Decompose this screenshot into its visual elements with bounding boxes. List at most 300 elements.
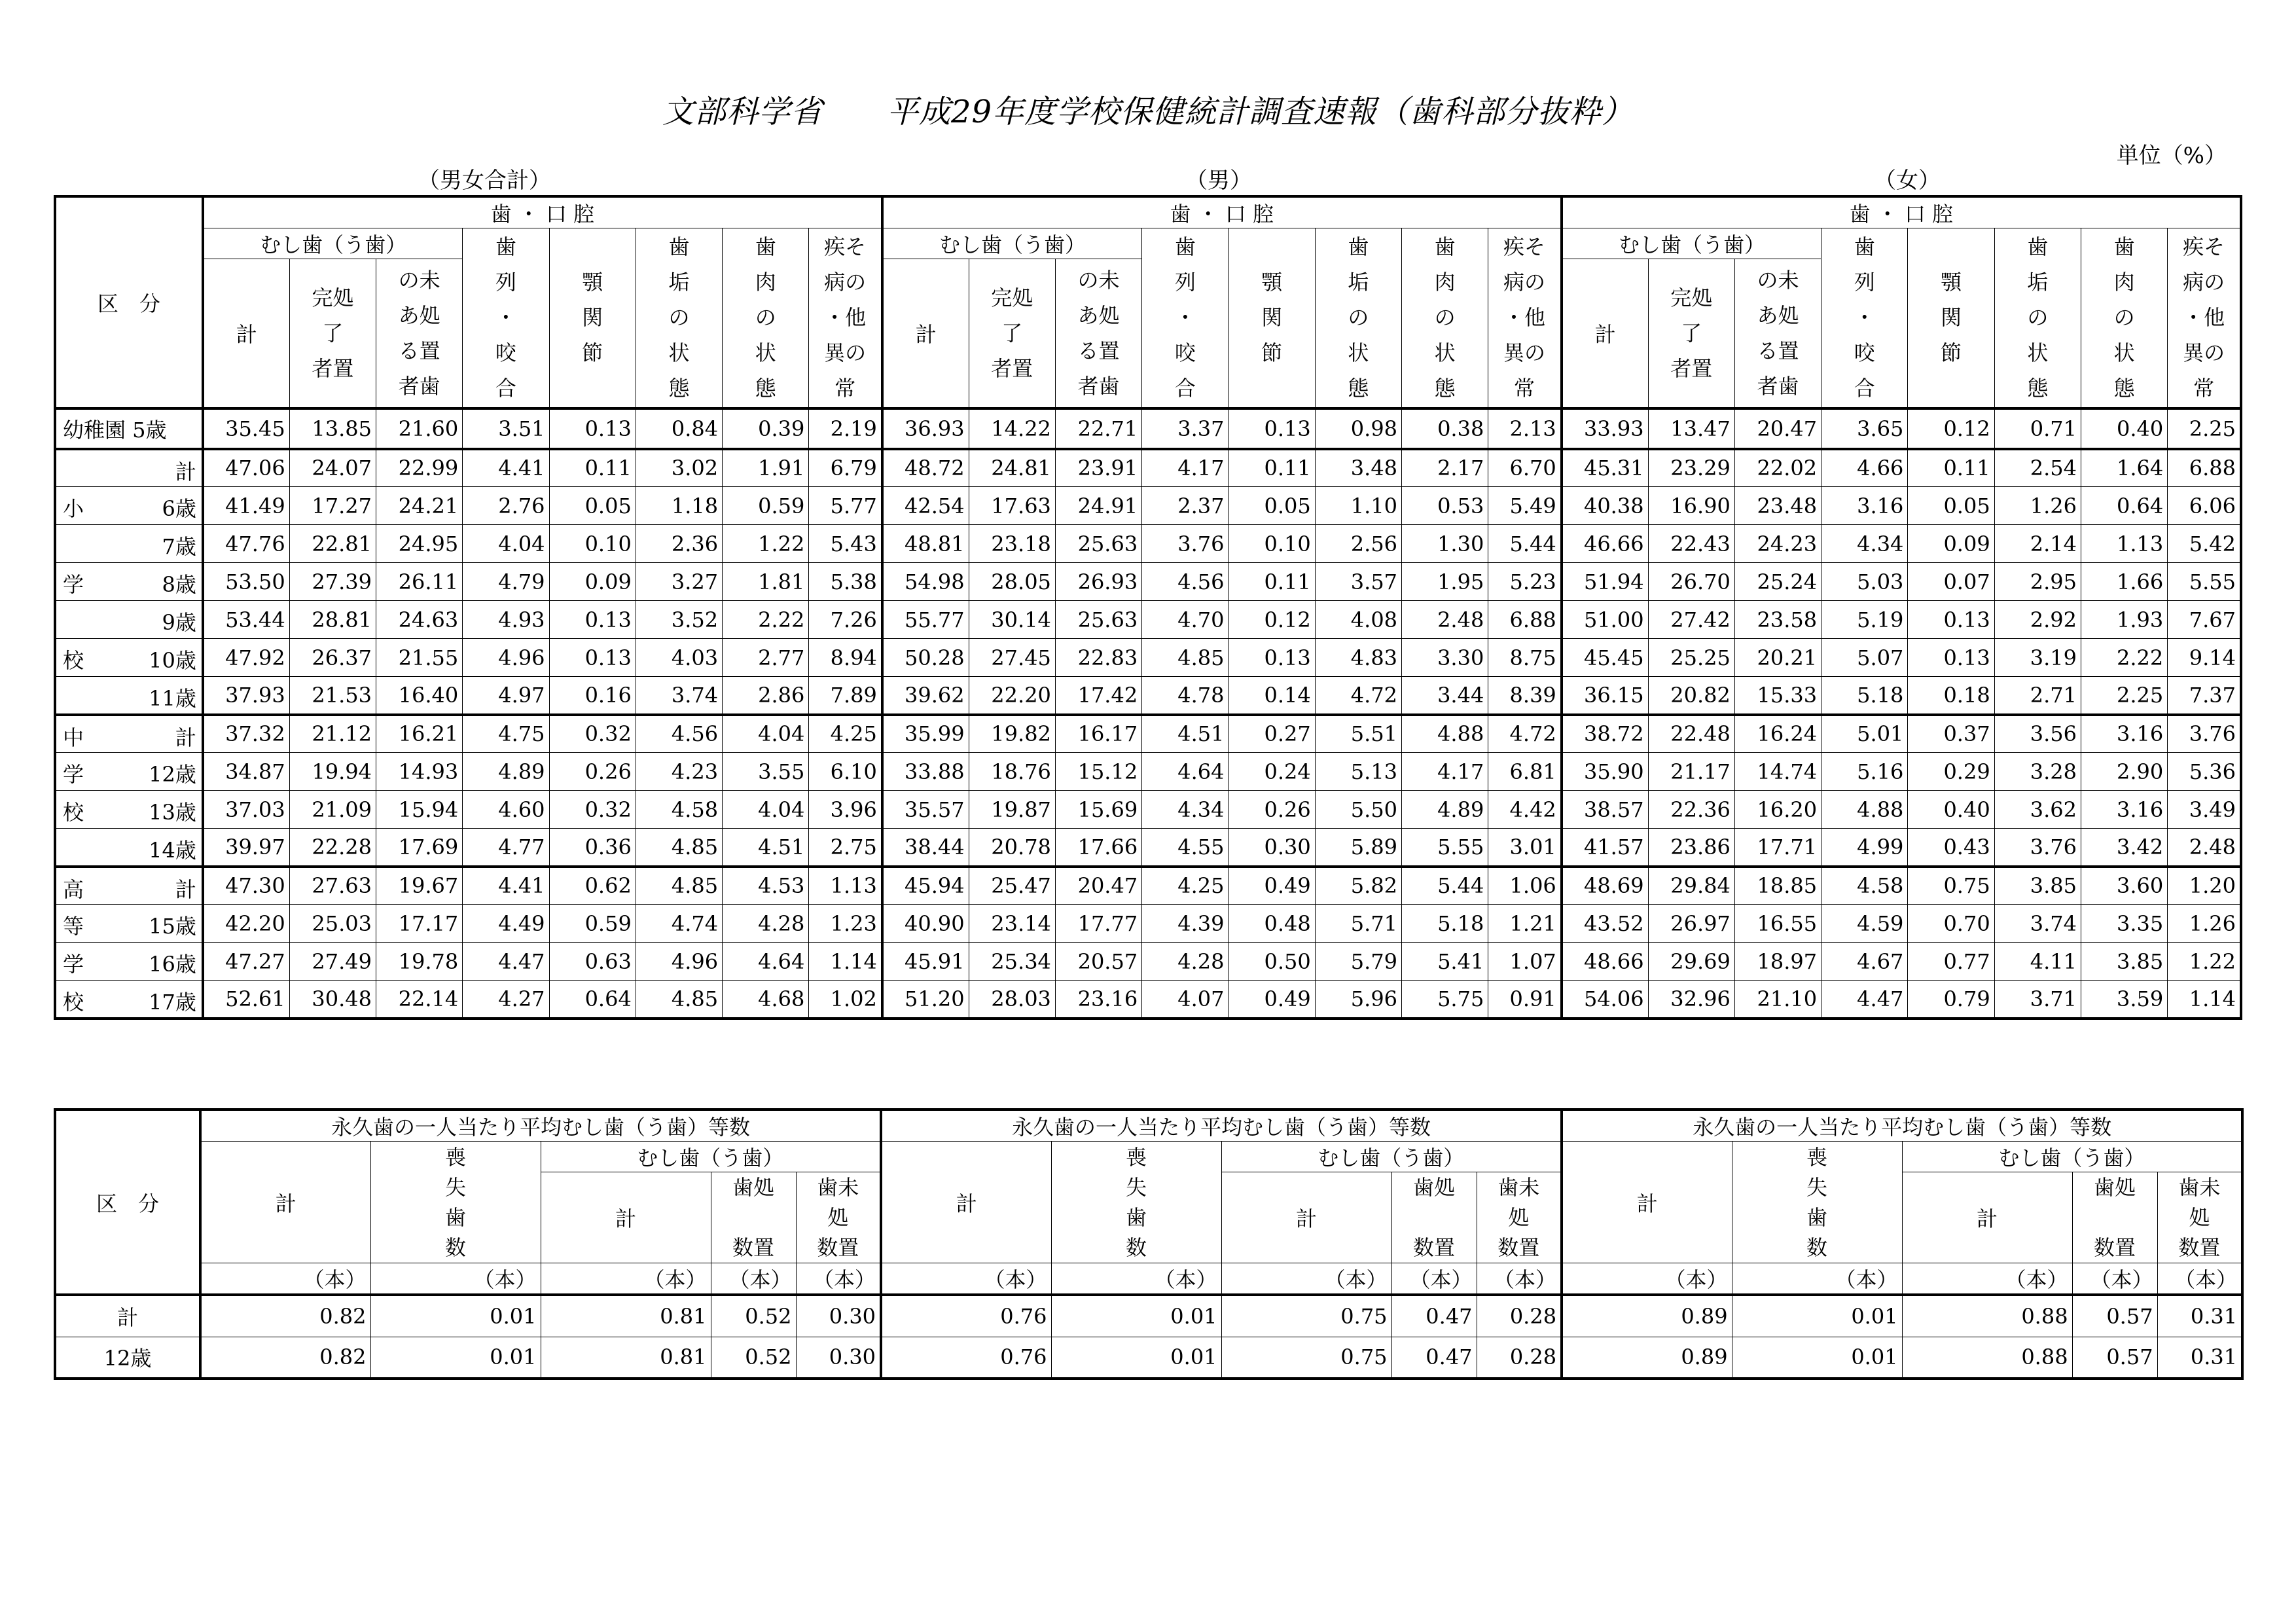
data-cell: 54.06 <box>1562 981 1648 1019</box>
data-cell: 7.67 <box>2168 601 2241 639</box>
data-cell: 45.45 <box>1562 639 1648 677</box>
table-row <box>55 715 2241 753</box>
data-cell: 16.21 <box>376 715 462 753</box>
plaque-header: 歯 垢 の 状 態 <box>636 228 722 408</box>
age-label: 8歳 <box>162 572 196 597</box>
data-cell: 1.13 <box>2081 525 2167 563</box>
unit-cell: （本） <box>796 1263 881 1295</box>
data-cell: 0.01 <box>1732 1337 1902 1379</box>
data-cell: 4.58 <box>1821 867 1908 905</box>
data-cell: 3.28 <box>1994 753 2081 791</box>
age-label: 12歳 <box>149 762 196 787</box>
data-cell: 3.01 <box>1488 829 1562 867</box>
data-cell: 0.49 <box>1229 981 1315 1019</box>
data-cell: 0.53 <box>1402 487 1488 525</box>
data-cell: 5.55 <box>1402 829 1488 867</box>
data-cell: 0.63 <box>549 943 636 981</box>
data-cell: 0.52 <box>711 1295 796 1337</box>
age-label: 計 <box>175 725 196 750</box>
unit-cell: （本） <box>1562 1263 1732 1295</box>
data-cell: 4.85 <box>636 867 722 905</box>
data-cell: 20.78 <box>969 829 1055 867</box>
data-cell: 2.22 <box>723 601 809 639</box>
data-cell: 33.88 <box>882 753 969 791</box>
data-cell: 47.92 <box>203 639 289 677</box>
data-cell: 45.31 <box>1562 449 1648 487</box>
data-cell: 4.28 <box>723 905 809 943</box>
data-cell: 0.12 <box>1229 601 1315 639</box>
caries-total-header: 計 <box>1562 259 1648 408</box>
data-cell: 1.93 <box>2081 601 2167 639</box>
data-cell: 1.91 <box>723 449 809 487</box>
data-cell: 19.94 <box>289 753 376 791</box>
data-cell: 3.76 <box>1142 525 1229 563</box>
data-cell: 3.48 <box>1315 449 1401 487</box>
data-cell: 23.29 <box>1648 449 1734 487</box>
data-cell: 43.52 <box>1562 905 1648 943</box>
data-cell: 0.88 <box>1902 1337 2072 1379</box>
data-cell: 35.45 <box>203 408 289 449</box>
caries-header: むし歯（う歯） <box>882 228 1142 259</box>
data-cell: 27.63 <box>289 867 376 905</box>
data-cell: 4.88 <box>1821 791 1908 829</box>
data-cell: 3.16 <box>2081 791 2167 829</box>
data-cell: 4.34 <box>1142 791 1229 829</box>
data-cell: 0.47 <box>1391 1337 1477 1379</box>
data-cell: 3.96 <box>809 791 882 829</box>
unit-cell: （本） <box>2072 1263 2157 1295</box>
data-cell: 2.14 <box>1994 525 2081 563</box>
data-cell: 0.40 <box>1908 791 1994 829</box>
data-cell: 0.12 <box>1908 408 1994 449</box>
data-cell: 0.11 <box>549 449 636 487</box>
age-label: 10歳 <box>149 648 196 673</box>
data-cell: 4.08 <box>1315 601 1401 639</box>
data-cell: 3.02 <box>636 449 722 487</box>
data-cell: 50.28 <box>882 639 969 677</box>
caries-header-2: むし歯（う歯） <box>541 1142 881 1172</box>
data-cell: 0.40 <box>2081 408 2167 449</box>
data-cell: 1.64 <box>2081 449 2167 487</box>
age-label: 15歳 <box>149 914 196 939</box>
data-cell: 4.25 <box>809 715 882 753</box>
data-cell: 4.85 <box>636 829 722 867</box>
data-cell: 48.66 <box>1562 943 1648 981</box>
row-label <box>55 677 203 715</box>
data-cell: 1.21 <box>1488 905 1562 943</box>
data-cell: 20.47 <box>1734 408 1821 449</box>
data-cell: 53.44 <box>203 601 289 639</box>
data-cell: 0.01 <box>370 1337 541 1379</box>
data-cell: 4.03 <box>636 639 722 677</box>
data-cell: 4.28 <box>1142 943 1229 981</box>
caries-header: むし歯（う歯） <box>1562 228 1821 259</box>
table-row <box>55 943 2241 981</box>
data-cell: 4.70 <box>1142 601 1229 639</box>
data-cell: 27.49 <box>289 943 376 981</box>
data-cell: 48.69 <box>1562 867 1648 905</box>
data-cell: 4.34 <box>1821 525 1908 563</box>
data-cell: 6.79 <box>809 449 882 487</box>
data-cell: 6.81 <box>1488 753 1562 791</box>
data-cell: 5.41 <box>1402 943 1488 981</box>
data-cell: 1.22 <box>2168 943 2241 981</box>
data-cell: 0.26 <box>1229 791 1315 829</box>
data-cell: 3.52 <box>636 601 722 639</box>
data-cell: 4.72 <box>1315 677 1401 715</box>
data-cell: 0.76 <box>881 1337 1051 1379</box>
data-cell: 45.91 <box>882 943 969 981</box>
data-cell: 1.07 <box>1488 943 1562 981</box>
data-cell: 18.85 <box>1734 867 1821 905</box>
data-cell: 17.77 <box>1055 905 1141 943</box>
data-cell: 3.49 <box>2168 791 2241 829</box>
treated-teeth-header: 歯処 数置 <box>711 1172 796 1263</box>
data-cell: 16.17 <box>1055 715 1141 753</box>
unit-cell: （本） <box>881 1263 1051 1295</box>
data-cell: 5.43 <box>809 525 882 563</box>
data-cell: 0.47 <box>1391 1295 1477 1337</box>
other-disease-header: 疾そ 病の ・他 異の 常 <box>2168 228 2241 408</box>
data-cell: 16.40 <box>376 677 462 715</box>
data-cell: 23.91 <box>1055 449 1141 487</box>
data-cell: 6.88 <box>1488 601 1562 639</box>
data-cell: 5.03 <box>1821 563 1908 601</box>
data-cell: 0.70 <box>1908 905 1994 943</box>
data-cell: 5.18 <box>1821 677 1908 715</box>
data-cell: 0.31 <box>2157 1295 2242 1337</box>
data-cell: 0.11 <box>1908 449 1994 487</box>
data-cell: 39.97 <box>203 829 289 867</box>
data-cell: 26.97 <box>1648 905 1734 943</box>
data-cell: 5.49 <box>1488 487 1562 525</box>
missing-teeth-header: 喪 失 歯 数 <box>1732 1142 1902 1263</box>
unit-cell: （本） <box>1391 1263 1477 1295</box>
data-cell: 0.49 <box>1229 867 1315 905</box>
data-cell: 0.30 <box>796 1337 881 1379</box>
data-cell: 42.54 <box>882 487 969 525</box>
data-cell: 0.75 <box>1221 1337 1391 1379</box>
data-cell: 1.81 <box>723 563 809 601</box>
data-cell: 0.31 <box>2157 1337 2242 1379</box>
data-cell: 2.25 <box>2168 408 2241 449</box>
data-cell: 25.24 <box>1734 563 1821 601</box>
data-cell: 0.52 <box>711 1337 796 1379</box>
unit-cell: （本） <box>370 1263 541 1295</box>
data-cell: 4.88 <box>1402 715 1488 753</box>
caries-header-2: むし歯（う歯） <box>1902 1142 2242 1172</box>
table-row <box>55 753 2241 791</box>
data-cell: 20.82 <box>1648 677 1734 715</box>
data-cell: 5.38 <box>809 563 882 601</box>
data-cell: 35.90 <box>1562 753 1648 791</box>
data-cell: 0.01 <box>370 1295 541 1337</box>
data-cell: 3.71 <box>1994 981 2081 1019</box>
row-label <box>55 715 203 753</box>
dmf-total-header: 計 <box>200 1142 370 1263</box>
school-level-char: 校 <box>63 990 84 1015</box>
data-cell: 3.37 <box>1142 408 1229 449</box>
gum-header: 歯 肉 の 状 態 <box>723 228 809 408</box>
school-level-char: 小 <box>63 496 84 521</box>
gum-header: 歯 肉 の 状 態 <box>2081 228 2167 408</box>
data-cell: 5.42 <box>2168 525 2241 563</box>
data-cell: 5.96 <box>1315 981 1401 1019</box>
data-cell: 47.06 <box>203 449 289 487</box>
data-cell: 0.05 <box>1908 487 1994 525</box>
unit-cell: （本） <box>200 1263 370 1295</box>
data-cell: 22.99 <box>376 449 462 487</box>
data-cell: 1.02 <box>809 981 882 1019</box>
data-cell: 0.01 <box>1051 1295 1221 1337</box>
data-cell: 54.98 <box>882 563 969 601</box>
treated-teeth-header: 歯処 数置 <box>1391 1172 1477 1263</box>
data-cell: 0.62 <box>549 867 636 905</box>
data-cell: 33.93 <box>1562 408 1648 449</box>
data-cell: 1.18 <box>636 487 722 525</box>
data-cell: 2.76 <box>463 487 549 525</box>
data-cell: 47.76 <box>203 525 289 563</box>
data-cell: 4.68 <box>723 981 809 1019</box>
school-level-char: 学 <box>63 572 84 597</box>
data-cell: 4.72 <box>1488 715 1562 753</box>
data-cell: 4.39 <box>1142 905 1229 943</box>
data-cell: 0.07 <box>1908 563 1994 601</box>
data-cell: 4.41 <box>463 449 549 487</box>
data-cell: 4.47 <box>463 943 549 981</box>
data-cell: 0.32 <box>549 715 636 753</box>
data-cell: 38.72 <box>1562 715 1648 753</box>
dentition-header: 歯 列 ・ 咬 合 <box>1142 228 1229 408</box>
data-cell: 3.76 <box>2168 715 2241 753</box>
data-cell: 40.90 <box>882 905 969 943</box>
oral-header: 歯 ・ 口 腔 <box>882 196 1562 228</box>
data-cell: 1.26 <box>1994 487 2081 525</box>
data-cell: 27.45 <box>969 639 1055 677</box>
data-cell: 4.55 <box>1142 829 1229 867</box>
data-cell: 35.99 <box>882 715 969 753</box>
data-cell: 4.96 <box>636 943 722 981</box>
data-cell: 2.86 <box>723 677 809 715</box>
data-cell: 51.00 <box>1562 601 1648 639</box>
data-cell: 4.60 <box>463 791 549 829</box>
data-cell: 15.33 <box>1734 677 1821 715</box>
data-cell: 42.20 <box>203 905 289 943</box>
data-cell: 0.48 <box>1229 905 1315 943</box>
data-cell: 5.07 <box>1821 639 1908 677</box>
data-cell: 0.59 <box>723 487 809 525</box>
permanent-teeth-header: 永久歯の一人当たり平均むし歯（う歯）等数 <box>881 1110 1562 1142</box>
unit-cell: （本） <box>1732 1263 1902 1295</box>
data-cell: 2.92 <box>1994 601 2081 639</box>
data-cell: 3.59 <box>2081 981 2167 1019</box>
data-cell: 4.66 <box>1821 449 1908 487</box>
data-cell: 35.57 <box>882 791 969 829</box>
age-label: 7歳 <box>162 534 196 559</box>
data-cell: 5.79 <box>1315 943 1401 981</box>
data-cell: 5.01 <box>1821 715 1908 753</box>
data-cell: 5.71 <box>1315 905 1401 943</box>
age-label: 6歳 <box>162 496 196 521</box>
data-cell: 2.25 <box>2081 677 2167 715</box>
data-cell: 0.24 <box>1229 753 1315 791</box>
data-cell: 32.96 <box>1648 981 1734 1019</box>
school-level-char: 学 <box>63 952 84 977</box>
data-cell: 24.95 <box>376 525 462 563</box>
data-cell: 0.09 <box>549 563 636 601</box>
data-cell: 0.13 <box>1908 601 1994 639</box>
data-cell: 4.07 <box>1142 981 1229 1019</box>
untreated-header: の未 あ処 る置 者歯 <box>376 259 462 408</box>
data-cell: 3.76 <box>1994 829 2081 867</box>
unit-cell: （本） <box>711 1263 796 1295</box>
unit-cell: （本） <box>1477 1263 1562 1295</box>
document-title: 文部科学省 平成29年度学校保健統計調査速報（歯科部分抜粋） <box>662 94 1634 130</box>
data-cell: 5.19 <box>1821 601 1908 639</box>
data-cell: 22.36 <box>1648 791 1734 829</box>
data-cell: 0.13 <box>549 601 636 639</box>
data-cell: 41.57 <box>1562 829 1648 867</box>
data-cell: 19.67 <box>376 867 462 905</box>
data-cell: 1.30 <box>1402 525 1488 563</box>
data-cell: 0.13 <box>549 408 636 449</box>
data-cell: 22.28 <box>289 829 376 867</box>
data-cell: 0.32 <box>549 791 636 829</box>
data-cell: 14.74 <box>1734 753 1821 791</box>
row-label <box>55 905 203 943</box>
data-cell: 24.21 <box>376 487 462 525</box>
data-cell: 5.23 <box>1488 563 1562 601</box>
data-cell: 20.47 <box>1055 867 1141 905</box>
data-cell: 26.37 <box>289 639 376 677</box>
table-row <box>55 563 2241 601</box>
data-cell: 16.24 <box>1734 715 1821 753</box>
data-cell: 2.37 <box>1142 487 1229 525</box>
data-cell: 47.27 <box>203 943 289 981</box>
data-cell: 25.47 <box>969 867 1055 905</box>
data-cell: 0.28 <box>1477 1337 1562 1379</box>
age-label: 17歳 <box>149 990 196 1015</box>
row-label <box>55 791 203 829</box>
data-cell: 0.81 <box>541 1295 711 1337</box>
data-cell: 3.42 <box>2081 829 2167 867</box>
dmf-total-header: 計 <box>1562 1142 1732 1263</box>
data-cell: 13.85 <box>289 408 376 449</box>
permanent-teeth-header: 永久歯の一人当たり平均むし歯（う歯）等数 <box>200 1110 881 1142</box>
data-cell: 4.53 <box>723 867 809 905</box>
data-cell: 15.94 <box>376 791 462 829</box>
untreated-header: の未 あ処 る置 者歯 <box>1734 259 1821 408</box>
data-cell: 0.13 <box>549 639 636 677</box>
data-cell: 4.97 <box>463 677 549 715</box>
data-cell: 9.14 <box>2168 639 2241 677</box>
data-cell: 47.30 <box>203 867 289 905</box>
data-cell: 26.11 <box>376 563 462 601</box>
school-level-char: 学 <box>63 762 84 787</box>
data-cell: 0.57 <box>2072 1337 2157 1379</box>
permanent-teeth-table <box>54 1108 2244 1380</box>
data-cell: 0.59 <box>549 905 636 943</box>
data-cell: 2.48 <box>2168 829 2241 867</box>
other-disease-header: 疾そ 病の ・他 異の 常 <box>809 228 882 408</box>
unit-cell: （本） <box>1051 1263 1221 1295</box>
data-cell: 38.44 <box>882 829 969 867</box>
table-row <box>55 677 2241 715</box>
data-cell: 23.14 <box>969 905 1055 943</box>
data-cell: 52.61 <box>203 981 289 1019</box>
data-cell: 1.66 <box>2081 563 2167 601</box>
untreated-header: の未 あ処 る置 者歯 <box>1055 259 1141 408</box>
table-row <box>55 829 2241 867</box>
data-cell: 3.51 <box>463 408 549 449</box>
age-label: 9歳 <box>162 610 196 635</box>
data-cell: 28.05 <box>969 563 1055 601</box>
data-cell: 22.83 <box>1055 639 1141 677</box>
table-row <box>55 905 2241 943</box>
data-cell: 2.19 <box>809 408 882 449</box>
data-cell: 2.90 <box>2081 753 2167 791</box>
data-cell: 22.20 <box>969 677 1055 715</box>
data-cell: 5.13 <box>1315 753 1401 791</box>
data-cell: 0.13 <box>1908 639 1994 677</box>
data-cell: 0.29 <box>1908 753 1994 791</box>
data-cell: 5.77 <box>809 487 882 525</box>
data-cell: 16.20 <box>1734 791 1821 829</box>
data-cell: 7.26 <box>809 601 882 639</box>
data-cell: 24.81 <box>969 449 1055 487</box>
row-label <box>55 449 203 487</box>
data-cell: 7.37 <box>2168 677 2241 715</box>
data-cell: 4.41 <box>463 867 549 905</box>
data-cell: 4.04 <box>463 525 549 563</box>
data-cell: 19.78 <box>376 943 462 981</box>
data-cell: 18.76 <box>969 753 1055 791</box>
data-cell: 5.36 <box>2168 753 2241 791</box>
table-row <box>55 639 2241 677</box>
data-cell: 25.63 <box>1055 601 1141 639</box>
data-cell: 4.25 <box>1142 867 1229 905</box>
data-cell: 0.77 <box>1908 943 1994 981</box>
data-cell: 24.23 <box>1734 525 1821 563</box>
data-cell: 5.16 <box>1821 753 1908 791</box>
table-row <box>55 981 2241 1019</box>
unit-cell: （本） <box>1902 1263 2072 1295</box>
age-label: 11歳 <box>149 686 196 711</box>
data-cell: 36.15 <box>1562 677 1648 715</box>
data-cell: 0.16 <box>549 677 636 715</box>
caries-total-header: 計 <box>882 259 969 408</box>
treated-header: 完処 了 者置 <box>1648 259 1734 408</box>
data-cell: 27.39 <box>289 563 376 601</box>
data-cell: 51.94 <box>1562 563 1648 601</box>
missing-teeth-header: 喪 失 歯 数 <box>1051 1142 1221 1263</box>
data-cell: 21.10 <box>1734 981 1821 1019</box>
data-cell: 5.18 <box>1402 905 1488 943</box>
table-row <box>55 1337 2242 1379</box>
data-cell: 36.93 <box>882 408 969 449</box>
table-row <box>55 487 2241 525</box>
data-cell: 0.36 <box>549 829 636 867</box>
data-cell: 0.84 <box>636 408 722 449</box>
data-cell: 0.27 <box>1229 715 1315 753</box>
row-label <box>55 829 203 867</box>
data-cell: 14.93 <box>376 753 462 791</box>
unit-cell: （本） <box>2157 1263 2242 1295</box>
data-cell: 1.06 <box>1488 867 1562 905</box>
data-cell: 4.78 <box>1142 677 1229 715</box>
data-cell: 0.79 <box>1908 981 1994 1019</box>
treated-header: 完処 了 者置 <box>969 259 1055 408</box>
